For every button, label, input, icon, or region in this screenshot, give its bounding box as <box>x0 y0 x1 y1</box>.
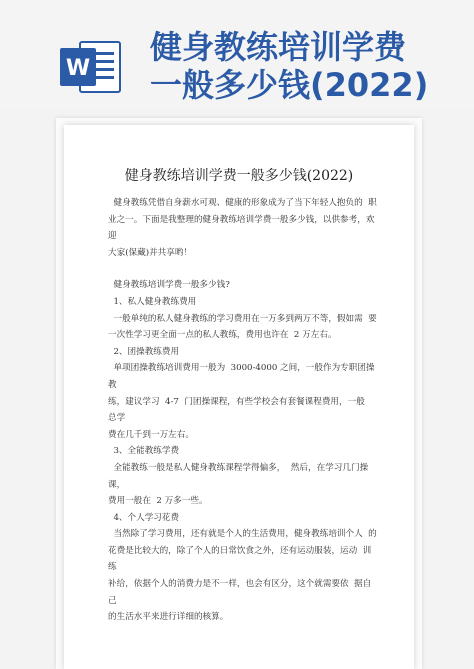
body-line: 花费是比较大的，除了个人的日常饮食之外，还有运动服装，运动 训练 <box>108 545 372 573</box>
body-line: 练，建议学习 4-7 门团操课程，有些学校会有套餐课程费用，一般 总学 <box>108 396 371 424</box>
document-page <box>64 125 414 669</box>
body-line: 费在几千到一万左右。 <box>108 429 194 440</box>
body-line: 的生活水平来进行详细的核算。 <box>108 612 229 623</box>
document-title: 健身教练培训学费一般多少钱(2022) <box>124 168 354 184</box>
banner-title <box>150 28 470 104</box>
body-line: 当然除了学习费用，还有就是个人的生活费用，健身教练培训个人 的 <box>108 529 377 540</box>
header-banner <box>0 0 474 108</box>
body-line: 单项团操教练培训费用一般为 3000-4000 之间，一般作为专职团操 教 <box>108 363 381 390</box>
banner-title-line: 健身教练培训学费 <box>150 28 407 66</box>
banner-title-line: 一般多少钱(2022) <box>150 66 429 104</box>
body-line: 一般单纯的私人健身教练的学习费用在一万多到两万不等，假如需 要 <box>108 313 377 324</box>
body-line: 大家(保藏)并共享哟！ <box>108 247 193 258</box>
body-line: 1、私人健身教练费用 <box>108 296 197 307</box>
body-line: 费用一般在 2 万多一些。 <box>108 496 208 507</box>
body-line: 3、全能教练学费 <box>108 446 180 457</box>
body-line: 业之一。下面是我整理的健身教练培训学费一般多少钱，以供参考，欢迎 <box>108 214 375 242</box>
body-line: 健身教练凭借自身薪水可观、健康的形象成为了当下年轻人抱负的 职 <box>108 198 377 208</box>
body-line: 2、团操教练费用 <box>108 346 180 357</box>
body-line: 一次性学习更全面一点的私人教练，费用也许在 2 万左右。 <box>108 330 337 341</box>
svg-text:W: W <box>65 56 91 81</box>
body-line: 健身教练培训学费一般多少钱? <box>108 280 230 291</box>
document-body <box>108 195 381 626</box>
body-line: 补给，依据个人的消费力是不一样，也会有区分，这个就需要依 据自己 <box>108 579 372 606</box>
body-line: 全能教练一般是私人健身教练课程学得偏多， 然后，在学习几门操 课， <box>108 462 374 490</box>
body-line: 4、个人学习花费 <box>108 512 180 523</box>
word-icon <box>60 40 122 94</box>
spacer <box>108 261 378 277</box>
